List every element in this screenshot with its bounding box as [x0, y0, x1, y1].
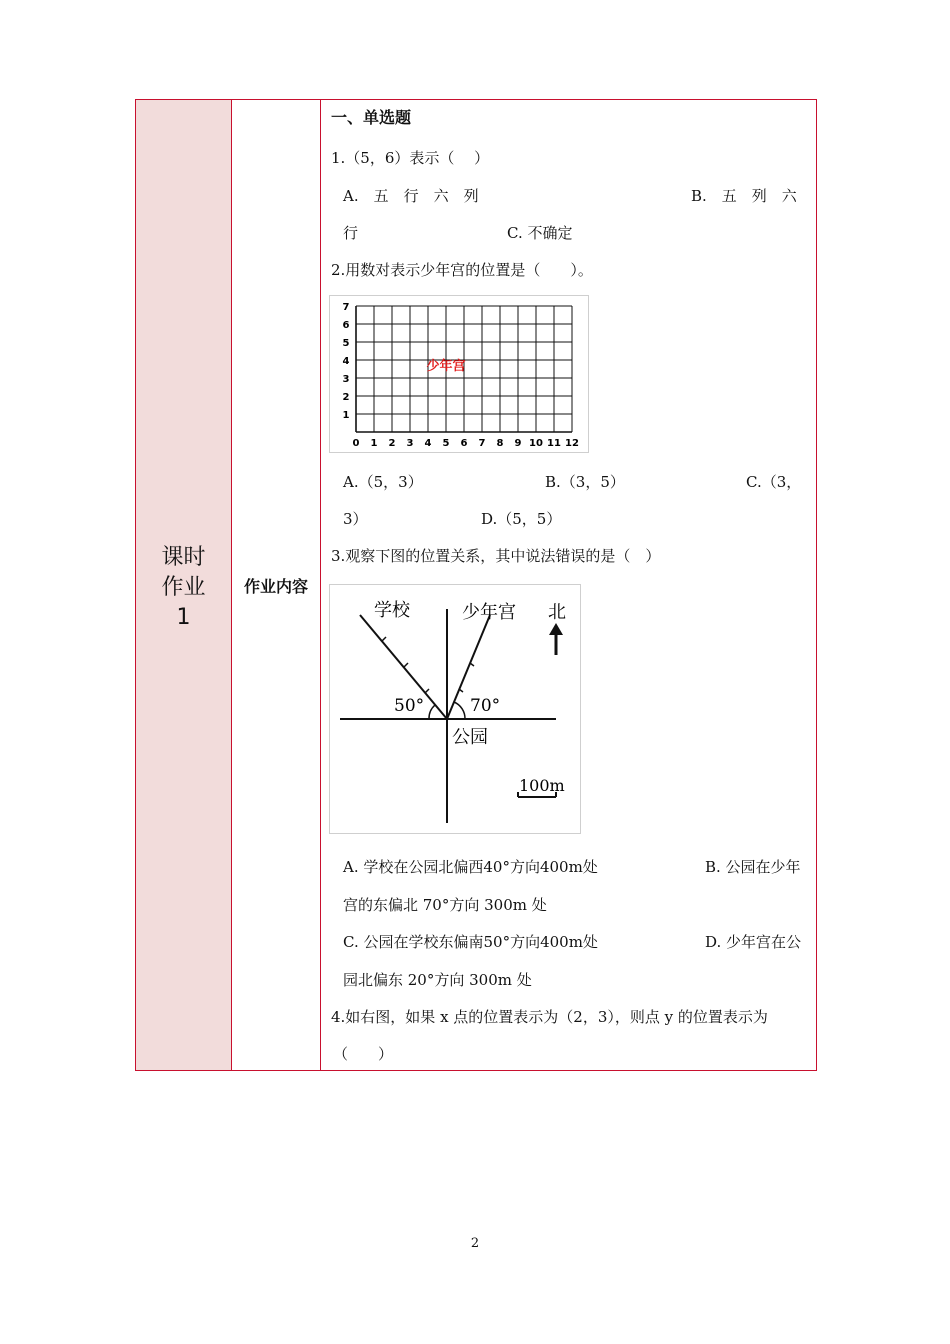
- y-tick-label: 6: [342, 320, 350, 331]
- school-label: 学校: [374, 600, 410, 621]
- q3-option-d-continued: 园北偏东 20°方向 300m 处: [343, 971, 532, 989]
- q3-option-a: A. 学校在公园北偏西40°方向400m处: [343, 858, 598, 876]
- y-tick-label: 2: [342, 392, 350, 403]
- q3-option-d: D. 少年宫在公: [705, 933, 802, 951]
- lesson-label-line1: 课时: [161, 545, 206, 570]
- content-label: 作业内容: [243, 576, 308, 596]
- x-tick-label: 9: [514, 438, 522, 449]
- x-tick-label: 11: [547, 438, 561, 449]
- q1-option-c: C. 不确定: [507, 224, 573, 242]
- lesson-label-cell: [136, 100, 232, 1070]
- scale-label: 100m: [519, 776, 565, 795]
- q1-option-b: B. 五 列 六: [691, 187, 797, 205]
- lesson-label: [160, 543, 208, 633]
- y-tick-label: 7: [342, 302, 350, 313]
- palace-label: 少年宫: [462, 602, 516, 623]
- palace-grid-label: 少年宫: [426, 359, 466, 374]
- q2-option-a: A.（5，3）: [343, 473, 423, 491]
- q4-stem-continued: （ ）: [333, 1045, 394, 1063]
- content-cell: [321, 100, 816, 1070]
- q3-option-b-continued: 宫的东偏北 70°方向 300m 处: [343, 896, 547, 914]
- x-tick-label: 2: [388, 438, 396, 449]
- q2-option-c: C.（3，: [746, 473, 802, 491]
- y-tick-label: 3: [342, 374, 350, 385]
- x-tick-label: 6: [460, 438, 468, 449]
- north-arrow-icon: [549, 623, 563, 635]
- direction-figure: [329, 584, 581, 834]
- page-number: 2: [470, 1236, 480, 1251]
- q1-option-a: A. 五 行 六 列: [343, 187, 479, 205]
- park-label: 公园: [452, 727, 488, 748]
- homework-table: [135, 99, 817, 1071]
- coordinate-grid: [330, 296, 588, 452]
- x-tick-label: 3: [406, 438, 414, 449]
- angle-left-label: 50°: [394, 696, 425, 716]
- angle-arc-left: [429, 705, 435, 719]
- direction-diagram: [330, 585, 580, 833]
- q2-stem: 2.用数对表示少年宫的位置是（ ）。: [331, 261, 593, 279]
- content-label-cell: [232, 100, 321, 1070]
- x-tick-label: 5: [442, 438, 450, 449]
- x-tick-label: 1: [370, 438, 378, 449]
- y-tick-label: 4: [342, 356, 350, 367]
- x-tick-label: 10: [529, 438, 543, 449]
- q2-option-d: D.（5，5）: [481, 510, 562, 528]
- angle-right-label: 70°: [470, 696, 501, 716]
- q3-option-c: C. 公园在学校东偏南50°方向400m处: [343, 933, 598, 951]
- x-tick-label: 4: [424, 438, 432, 449]
- x-tick-label: 8: [496, 438, 504, 449]
- q3-option-b: B. 公园在少年: [705, 858, 801, 876]
- angle-arc-right: [454, 702, 465, 719]
- x-tick-label: 12: [565, 438, 579, 449]
- q2-option-c-continued: 3）: [343, 510, 368, 528]
- section-title: 一、单选题: [331, 108, 412, 127]
- lesson-label-line2: 作业: [161, 575, 206, 600]
- q1-stem: 1.（5，6）表示（ ）: [331, 149, 490, 167]
- q2-option-b: B.（3，5）: [545, 473, 625, 491]
- y-tick-label: 5: [342, 338, 350, 349]
- coordinate-grid-figure: [329, 295, 589, 453]
- y-tick-label: 1: [342, 410, 350, 421]
- q4-stem: 4.如右图，如果 x 点的位置表示为（2，3），则点 y 的位置表示为: [331, 1008, 768, 1026]
- q3-stem: 3.观察下图的位置关系，其中说法错误的是（ ）: [331, 547, 661, 565]
- x-tick-label: 7: [478, 438, 486, 449]
- x-tick-label: 0: [352, 438, 360, 449]
- lesson-label-line3: 1: [176, 605, 191, 630]
- north-label: 北: [548, 602, 566, 623]
- q1-option-b-continued: 行: [343, 224, 359, 242]
